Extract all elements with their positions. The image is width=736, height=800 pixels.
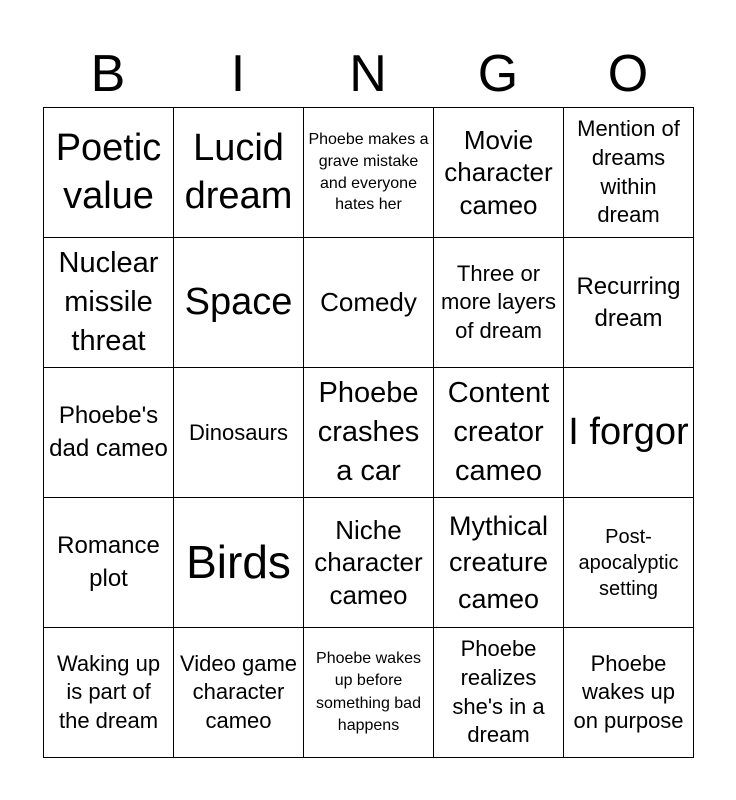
header-letter-n: N [349, 45, 387, 103]
bingo-cell[interactable]: Phoebe realizes she's in a dream [434, 628, 564, 758]
bingo-header [43, 44, 693, 104]
bingo-cell[interactable]: I forgor [564, 368, 694, 498]
header-letter-i: I [230, 45, 246, 103]
bingo-cell[interactable]: Phoebe makes a grave mistake and everyone hates her [304, 108, 434, 238]
grid-row [44, 498, 694, 628]
grid-row [44, 238, 694, 368]
bingo-cell[interactable]: Post-apocalyptic setting [564, 498, 694, 628]
bingo-cell[interactable]: Comedy [304, 238, 434, 368]
bingo-cell[interactable]: Mythical creature cameo [434, 498, 564, 628]
bingo-cell[interactable]: Mention of dreams within dream [564, 108, 694, 238]
header-letter-b: B [90, 45, 126, 103]
bingo-cell[interactable]: Content creator cameo [434, 368, 564, 498]
grid-row [44, 368, 694, 498]
grid-row [44, 628, 694, 758]
bingo-cell[interactable]: Lucid dream [174, 108, 304, 238]
bingo-cell[interactable]: Romance plot [44, 498, 174, 628]
bingo-cell[interactable]: Three or more layers of dream [434, 238, 564, 368]
header-letter-o: O [607, 45, 649, 103]
bingo-cell[interactable]: Video game character cameo [174, 628, 304, 758]
bingo-cell[interactable]: Space [174, 238, 304, 368]
bingo-cell[interactable]: Recurring dream [564, 238, 694, 368]
bingo-cell[interactable]: Nuclear missile threat [44, 238, 174, 368]
bingo-cell[interactable]: Phoebe crashes a car [304, 368, 434, 498]
bingo-cell[interactable]: Birds [174, 498, 304, 628]
bingo-cell[interactable]: Movie character cameo [434, 108, 564, 238]
bingo-cell[interactable]: Phoebe wakes up before something bad happens [304, 628, 434, 758]
bingo-cell[interactable]: Poetic value [44, 108, 174, 238]
bingo-cell[interactable]: Waking up is part of the dream [44, 628, 174, 758]
bingo-cell[interactable]: Phoebe's dad cameo [44, 368, 174, 498]
header-letter-g: G [477, 45, 519, 103]
bingo-grid [43, 107, 694, 758]
grid-row [44, 108, 694, 238]
bingo-cell[interactable]: Niche character cameo [304, 498, 434, 628]
bingo-cell[interactable]: Phoebe wakes up on purpose [564, 628, 694, 758]
bingo-cell[interactable]: Dinosaurs [174, 368, 304, 498]
